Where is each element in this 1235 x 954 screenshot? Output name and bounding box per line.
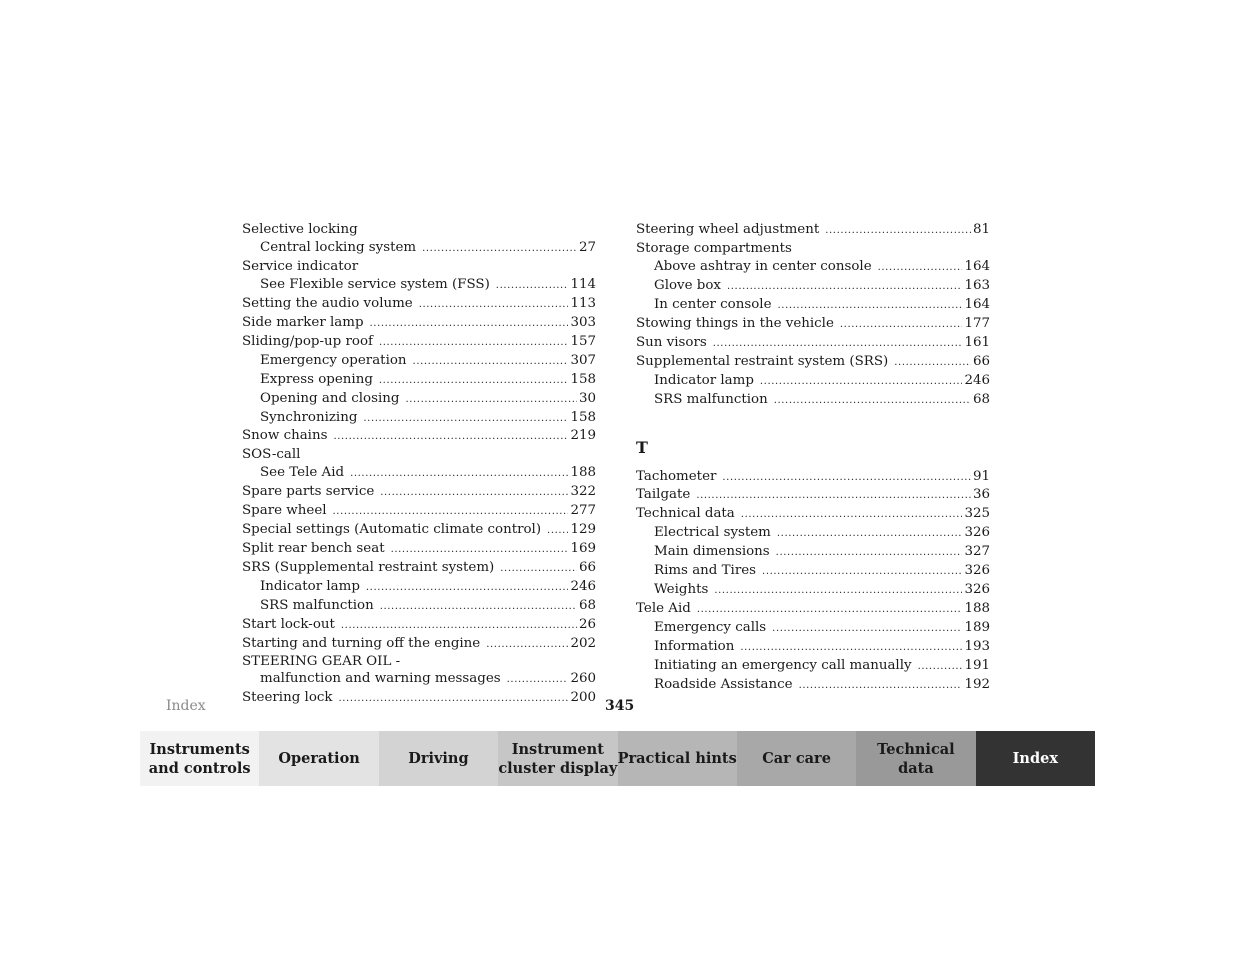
- dot-leader: [547, 521, 568, 540]
- dot-leader: [762, 562, 962, 581]
- index-entry-label: malfunction and warning messages: [260, 670, 501, 686]
- index-entry-label: Snow chains: [242, 428, 328, 444]
- index-entry-start-lock-out[interactable]: [242, 616, 596, 635]
- index-entry-split-rear-bench-seat[interactable]: [242, 540, 596, 559]
- index-entry-rims-and-tires[interactable]: [636, 562, 990, 581]
- index-entry-malfunction-and-warning-messages[interactable]: [242, 670, 596, 689]
- index-entry-page: 113: [570, 295, 596, 311]
- dot-leader: [422, 239, 577, 258]
- index-entry-page: 169: [570, 541, 596, 557]
- index-entry-tailgate[interactable]: [636, 486, 990, 505]
- index-entry-label: See Tele Aid: [260, 465, 345, 481]
- index-entry-spare-wheel[interactable]: [242, 502, 596, 521]
- index-entry-page: 191: [964, 658, 990, 674]
- dot-leader: [380, 483, 568, 502]
- index-entry-page: 36: [972, 487, 990, 503]
- index-entry-page: 114: [570, 276, 596, 292]
- index-entry-starting-and-turning-off-the-engine[interactable]: [242, 635, 596, 654]
- index-entry-label: Above ashtray in center console: [654, 258, 872, 274]
- index-entry-label: Split rear bench seat: [242, 541, 385, 557]
- index-entry-label: Roadside Assistance: [654, 677, 793, 693]
- dot-leader: [772, 619, 962, 638]
- index-entry-side-marker-lamp[interactable]: [242, 314, 596, 333]
- chapter-tab-instruments-and-controls[interactable]: Instruments and controls: [140, 731, 259, 786]
- index-entry-technical-data[interactable]: [636, 505, 990, 524]
- index-entry-label: Sun visors: [636, 334, 707, 350]
- index-column-right: [636, 221, 990, 695]
- index-entry-in-center-console[interactable]: [636, 296, 990, 315]
- index-group-s-continued: [636, 221, 990, 410]
- chapter-tab-practical-hints[interactable]: Practical hints: [618, 731, 737, 786]
- dot-leader: [366, 578, 569, 597]
- index-entry-indicator-lamp[interactable]: [636, 372, 990, 391]
- index-entry-page: 246: [964, 372, 990, 388]
- index-entry-tele-aid[interactable]: [636, 600, 990, 619]
- index-group-t: [636, 468, 990, 695]
- index-entry-srs-malfunction[interactable]: [242, 597, 596, 616]
- index-entry-page: 326: [964, 582, 990, 598]
- dot-leader: [878, 258, 963, 277]
- index-entry-label: Tachometer: [636, 468, 717, 484]
- index-entry-page: 68: [972, 391, 990, 407]
- index-entry-label: Starting and turning off the engine: [242, 635, 481, 651]
- index-entry-indicator-lamp[interactable]: [242, 578, 596, 597]
- index-entry-main-dimensions[interactable]: [636, 543, 990, 562]
- index-entry-label: Storage compartments: [636, 240, 792, 256]
- index-entry-selective-locking[interactable]: [242, 221, 596, 239]
- index-entry-label: Opening and closing: [260, 390, 400, 406]
- dot-leader: [379, 371, 569, 390]
- chapter-tab-bar: [140, 731, 1095, 786]
- index-entry-label: Emergency calls: [654, 620, 767, 636]
- index-entry-page: 200: [570, 689, 596, 705]
- dot-leader: [341, 616, 577, 635]
- index-entry-sliding-pop-up-roof[interactable]: [242, 333, 596, 352]
- index-entry-page: 219: [570, 428, 596, 444]
- index-entry-label: Initiating an emergency call manually: [654, 658, 912, 674]
- index-entry-page: 161: [964, 334, 990, 350]
- dot-leader: [363, 409, 568, 428]
- index-entry-label: Special settings (Automatic climate control): [242, 522, 542, 538]
- dot-leader: [696, 486, 971, 505]
- dot-leader: [740, 638, 962, 657]
- index-entry-page: 158: [570, 371, 596, 387]
- dot-leader: [500, 559, 577, 578]
- dot-leader: [486, 635, 568, 654]
- index-entry-label: Setting the audio volume: [242, 295, 413, 311]
- index-entry-label: Rims and Tires: [654, 563, 757, 579]
- chapter-tab-instrument-cluster-display[interactable]: Instrument cluster display: [498, 731, 617, 786]
- index-entry-tachometer[interactable]: [636, 468, 990, 487]
- index-entry-page: 246: [570, 579, 596, 595]
- index-entry-label: Technical data: [636, 506, 735, 522]
- dot-leader: [405, 390, 576, 409]
- index-entry-sun-visors[interactable]: [636, 334, 990, 353]
- index-entry-label: Electrical system: [654, 525, 771, 541]
- index-entry-page: 68: [578, 598, 596, 614]
- index-entry-page: 164: [964, 258, 990, 274]
- index-entry-synchronizing[interactable]: [242, 409, 596, 428]
- index-entry-supplemental-restraint-system-srs[interactable]: [636, 353, 990, 372]
- index-entry-opening-and-closing[interactable]: [242, 390, 596, 409]
- chapter-tab-index[interactable]: Index: [976, 731, 1095, 786]
- dot-leader: [697, 600, 963, 619]
- page-number: 345: [605, 698, 635, 714]
- chapter-tab-technical-data[interactable]: Technical data: [856, 731, 975, 786]
- dot-leader: [380, 597, 577, 616]
- index-entry-page: 260: [570, 670, 596, 686]
- index-entry-label: Steering wheel adjustment: [636, 222, 820, 237]
- index-entry-special-settings-automatic-climate-control[interactable]: [242, 521, 596, 540]
- index-entry-page: 188: [964, 601, 990, 617]
- index-entry-page: 192: [964, 677, 990, 693]
- index-entry-above-ashtray-in-center-console[interactable]: [636, 258, 990, 277]
- index-entry-emergency-calls[interactable]: [636, 619, 990, 638]
- index-entry-label: SRS malfunction: [260, 598, 374, 614]
- index-entry-service-indicator[interactable]: [242, 258, 596, 276]
- chapter-tab-operation[interactable]: Operation: [259, 731, 378, 786]
- index-entry-steering-wheel-adjustment[interactable]: [636, 221, 990, 240]
- index-entry-label: In center console: [654, 296, 772, 312]
- index-entry-page: 91: [972, 468, 990, 484]
- index-entry-page: 157: [570, 333, 596, 349]
- index-column-left: [242, 221, 596, 708]
- index-entry-label: Express opening: [260, 371, 373, 387]
- index-entry-label: Supplemental restraint system (SRS): [636, 353, 889, 369]
- index-entry-label: Spare parts service: [242, 484, 375, 500]
- index-entry-page: 326: [964, 563, 990, 579]
- index-entry-see-tele-aid[interactable]: [242, 464, 596, 483]
- index-entry-page: 193: [964, 639, 990, 655]
- index-entry-label: SRS malfunction: [654, 391, 768, 407]
- dot-leader: [894, 353, 971, 372]
- index-entry-label: Selective locking: [242, 222, 358, 237]
- chapter-tab-car-care[interactable]: Car care: [737, 731, 856, 786]
- index-entry-label: SRS (Supplemental restraint system): [242, 560, 495, 576]
- dot-leader: [413, 352, 569, 371]
- index-entry-central-locking-system[interactable]: [242, 239, 596, 258]
- index-entry-steering-lock[interactable]: [242, 689, 596, 708]
- index-entry-stowing-things-in-the-vehicle[interactable]: [636, 315, 990, 334]
- index-entry-page: 158: [570, 409, 596, 425]
- index-entry-label: STEERING GEAR OIL -: [242, 653, 401, 669]
- index-entry-label: Information: [654, 639, 735, 655]
- dot-leader: [714, 581, 962, 600]
- dot-leader: [840, 315, 963, 334]
- dot-leader: [370, 314, 569, 333]
- index-entry-page: 66: [972, 353, 990, 369]
- index-entry-page: 307: [570, 352, 596, 368]
- index-entry-label: Tailgate: [636, 487, 691, 503]
- index-entry-roadside-assistance[interactable]: [636, 676, 990, 695]
- index-entry-label: Sliding/pop-up roof: [242, 333, 373, 349]
- index-entry-page: 202: [570, 635, 596, 651]
- index-entry-emergency-operation[interactable]: [242, 352, 596, 371]
- index-entry-storage-compartments[interactable]: [636, 240, 990, 258]
- index-entry-page: 303: [570, 314, 596, 330]
- dot-leader: [760, 372, 963, 391]
- dot-leader: [713, 334, 963, 353]
- dot-leader: [339, 689, 569, 708]
- dot-leader: [825, 221, 971, 240]
- index-entry-label: Central locking system: [260, 239, 417, 255]
- dot-leader: [507, 670, 569, 689]
- index-entry-page: 325: [964, 506, 990, 522]
- index-entry-label: See Flexible service system (FSS): [260, 276, 490, 292]
- index-entry-page: 322: [570, 484, 596, 500]
- dot-leader: [379, 333, 568, 352]
- index-entry-page: 164: [964, 296, 990, 312]
- footer-section-title: Index: [166, 698, 206, 714]
- index-entry-page: 30: [578, 390, 596, 406]
- index-entry-label: Service indicator: [242, 258, 359, 274]
- dot-leader: [333, 502, 569, 521]
- dot-leader: [419, 295, 569, 314]
- chapter-tab-driving[interactable]: Driving: [379, 731, 498, 786]
- index-entry-label: Main dimensions: [654, 544, 770, 560]
- dot-leader: [391, 540, 569, 559]
- index-entry-label: Indicator lamp: [654, 372, 754, 388]
- dot-leader: [350, 464, 568, 483]
- index-entry-glove-box[interactable]: [636, 277, 990, 296]
- dot-leader: [777, 524, 963, 543]
- index-entry-label: Glove box: [654, 277, 721, 293]
- index-entry-sos-call[interactable]: [242, 446, 596, 464]
- index-entry-label: Start lock-out: [242, 617, 335, 633]
- index-entry-label: Emergency operation: [260, 352, 407, 368]
- index-entry-label: Weights: [654, 582, 709, 598]
- index-entry-page: 189: [964, 620, 990, 636]
- index-entry-page: 66: [578, 560, 596, 576]
- index-entry-label: Indicator lamp: [260, 579, 360, 595]
- index-entry-page: 327: [964, 544, 990, 560]
- index-entry-label: Steering lock: [242, 689, 333, 705]
- dot-leader: [741, 505, 963, 524]
- index-entry-see-flexible-service-system-fss[interactable]: [242, 276, 596, 295]
- index-entry-weights[interactable]: [636, 581, 990, 600]
- index-entry-page: 326: [964, 525, 990, 541]
- dot-leader: [496, 276, 569, 295]
- index-entry-label: Synchronizing: [260, 409, 358, 425]
- index-entry-electrical-system[interactable]: [636, 524, 990, 543]
- dot-leader: [774, 391, 971, 410]
- index-entry-express-opening[interactable]: [242, 371, 596, 390]
- dot-leader: [778, 296, 963, 315]
- section-letter-heading: T: [636, 437, 648, 457]
- dot-leader: [333, 427, 568, 446]
- index-entry-srs-malfunction[interactable]: [636, 391, 990, 410]
- dot-leader: [727, 277, 962, 296]
- index-entry-label: Tele Aid: [636, 601, 691, 617]
- dot-leader: [722, 468, 971, 487]
- index-entry-page: 129: [570, 522, 596, 538]
- index-entry-setting-the-audio-volume[interactable]: [242, 295, 596, 314]
- index-entry-label: Side marker lamp: [242, 314, 364, 330]
- index-entry-label: Stowing things in the vehicle: [636, 315, 834, 331]
- index-entry-page: 81: [972, 222, 990, 237]
- index-entry-page: 26: [578, 617, 596, 633]
- index-entry-page: 177: [964, 315, 990, 331]
- index-entry-page: 277: [570, 503, 596, 519]
- index-entry-srs-supplemental-restraint-system[interactable]: [242, 559, 596, 578]
- index-entry-page: 163: [964, 277, 990, 293]
- index-entry-page: 27: [578, 239, 596, 255]
- dot-leader: [776, 543, 963, 562]
- index-entry-initiating-an-emergency-call-manually[interactable]: [636, 657, 990, 676]
- index-entry-page: 188: [570, 465, 596, 481]
- index-entry-snow-chains[interactable]: [242, 427, 596, 446]
- index-entry-label: SOS-call: [242, 447, 301, 463]
- index-entry-spare-parts-service[interactable]: [242, 483, 596, 502]
- index-entry-steering-gear-oil[interactable]: [242, 654, 596, 670]
- index-entry-information[interactable]: [636, 638, 990, 657]
- dot-leader: [918, 657, 963, 676]
- dot-leader: [799, 676, 963, 695]
- index-entry-label: Spare wheel: [242, 503, 327, 519]
